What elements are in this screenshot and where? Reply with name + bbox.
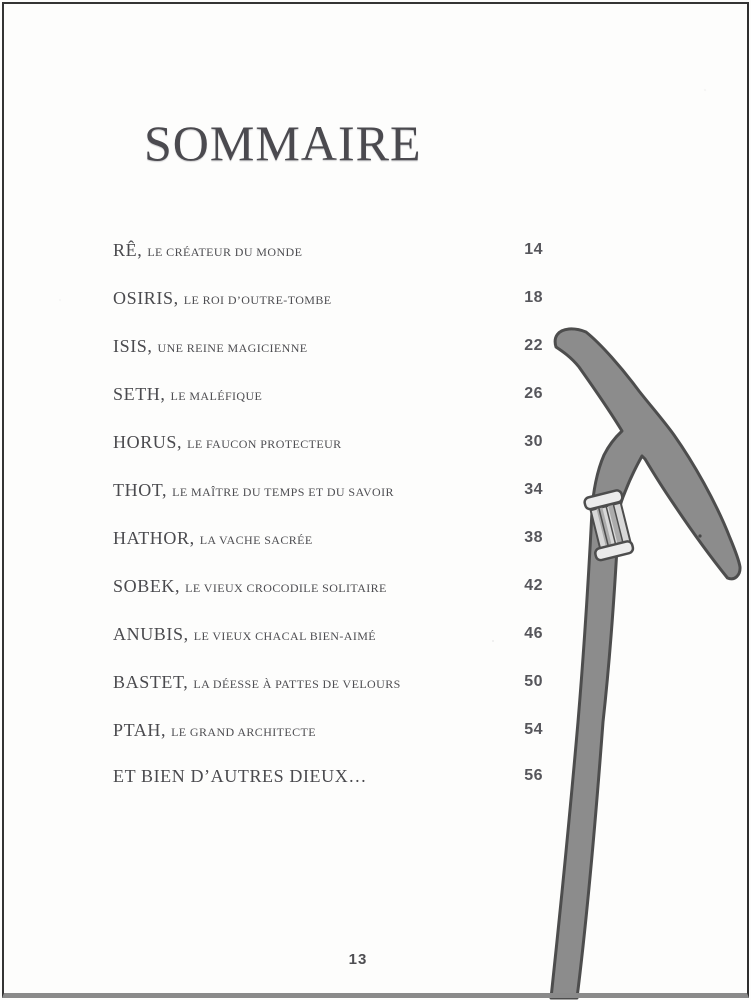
toc-entry-descriptor: LA DÉESSE À PATTES DE VELOURS (193, 677, 401, 691)
toc-entry-name: RÊ, (113, 240, 143, 260)
toc-entry (113, 480, 553, 504)
ink-speck (698, 534, 701, 537)
toc-entry (113, 766, 553, 790)
toc-entry-page-number: 22 (524, 337, 543, 354)
toc-entry-page-number: 30 (524, 433, 543, 450)
toc-entry-name: BASTET, (113, 672, 189, 692)
toc-entry (113, 576, 553, 600)
toc-entry-page-number: 34 (524, 481, 543, 498)
toc-entry (113, 240, 553, 264)
toc-entry-name: ISIS, (113, 336, 153, 356)
page-title: SOMMAIRE (144, 115, 422, 171)
toc-entry-descriptor: LE MAÎTRE DU TEMPS ET DU SAVOIR (172, 485, 394, 499)
toc-entry-descriptor: LE GRAND ARCHITECTE (171, 725, 316, 739)
toc-entry (113, 336, 553, 360)
toc-entry-descriptor: LE CRÉATEUR DU MONDE (147, 245, 303, 259)
toc-entry-descriptor: LE FAUCON PROTECTEUR (187, 437, 342, 451)
toc-entry-name: SETH, (113, 384, 166, 404)
toc-entry-page-number: 54 (524, 721, 543, 738)
toc-entry (113, 384, 553, 408)
toc-entry-name: HATHOR, (113, 528, 195, 548)
toc-entry-name: THOT, (113, 480, 168, 500)
toc-entry-descriptor: LE VIEUX CHACAL BIEN-AIMÉ (193, 629, 377, 643)
toc-entry-name: ANUBIS, (113, 624, 189, 644)
toc-entry-name: HORUS, (113, 432, 183, 452)
toc-entry-page-number: 26 (524, 385, 543, 402)
toc-entry-descriptor: LA VACHE SACRÉE (199, 533, 313, 547)
toc-entry-name: ET BIEN D’AUTRES DIEUX… (113, 766, 367, 786)
toc-entry-page-number: 56 (524, 767, 543, 784)
heqa-crook-illustration (540, 322, 751, 1000)
toc-entry-name: OSIRIS, (113, 288, 179, 308)
toc-entry (113, 288, 553, 312)
toc-entry-page-number: 42 (524, 577, 543, 594)
toc-entry (113, 720, 553, 744)
toc-entry-descriptor: LE VIEUX CROCODILE SOLITAIRE (185, 581, 387, 595)
toc-entry (113, 672, 553, 696)
toc-entry-page-number: 50 (524, 673, 543, 690)
toc-entry-page-number: 14 (524, 241, 543, 258)
toc-entry-page-number: 46 (524, 625, 543, 642)
toc-entry-name: SOBEK, (113, 576, 181, 596)
toc-entry (113, 624, 553, 648)
crook-body (551, 329, 740, 998)
toc-entry (113, 528, 553, 552)
toc-entry-descriptor: LE ROI D’OUTRE-TOMBE (183, 293, 332, 307)
toc-entry-name: PTAH, (113, 720, 167, 740)
toc-entry-descriptor: UNE REINE MAGICIENNE (157, 341, 308, 355)
page-number: 13 (348, 951, 368, 968)
toc-entry-descriptor: LE MALÉFIQUE (170, 389, 263, 403)
toc-entry-page-number: 38 (524, 529, 543, 546)
toc-entry (113, 432, 553, 456)
toc-entry-page-number: 18 (524, 289, 543, 306)
